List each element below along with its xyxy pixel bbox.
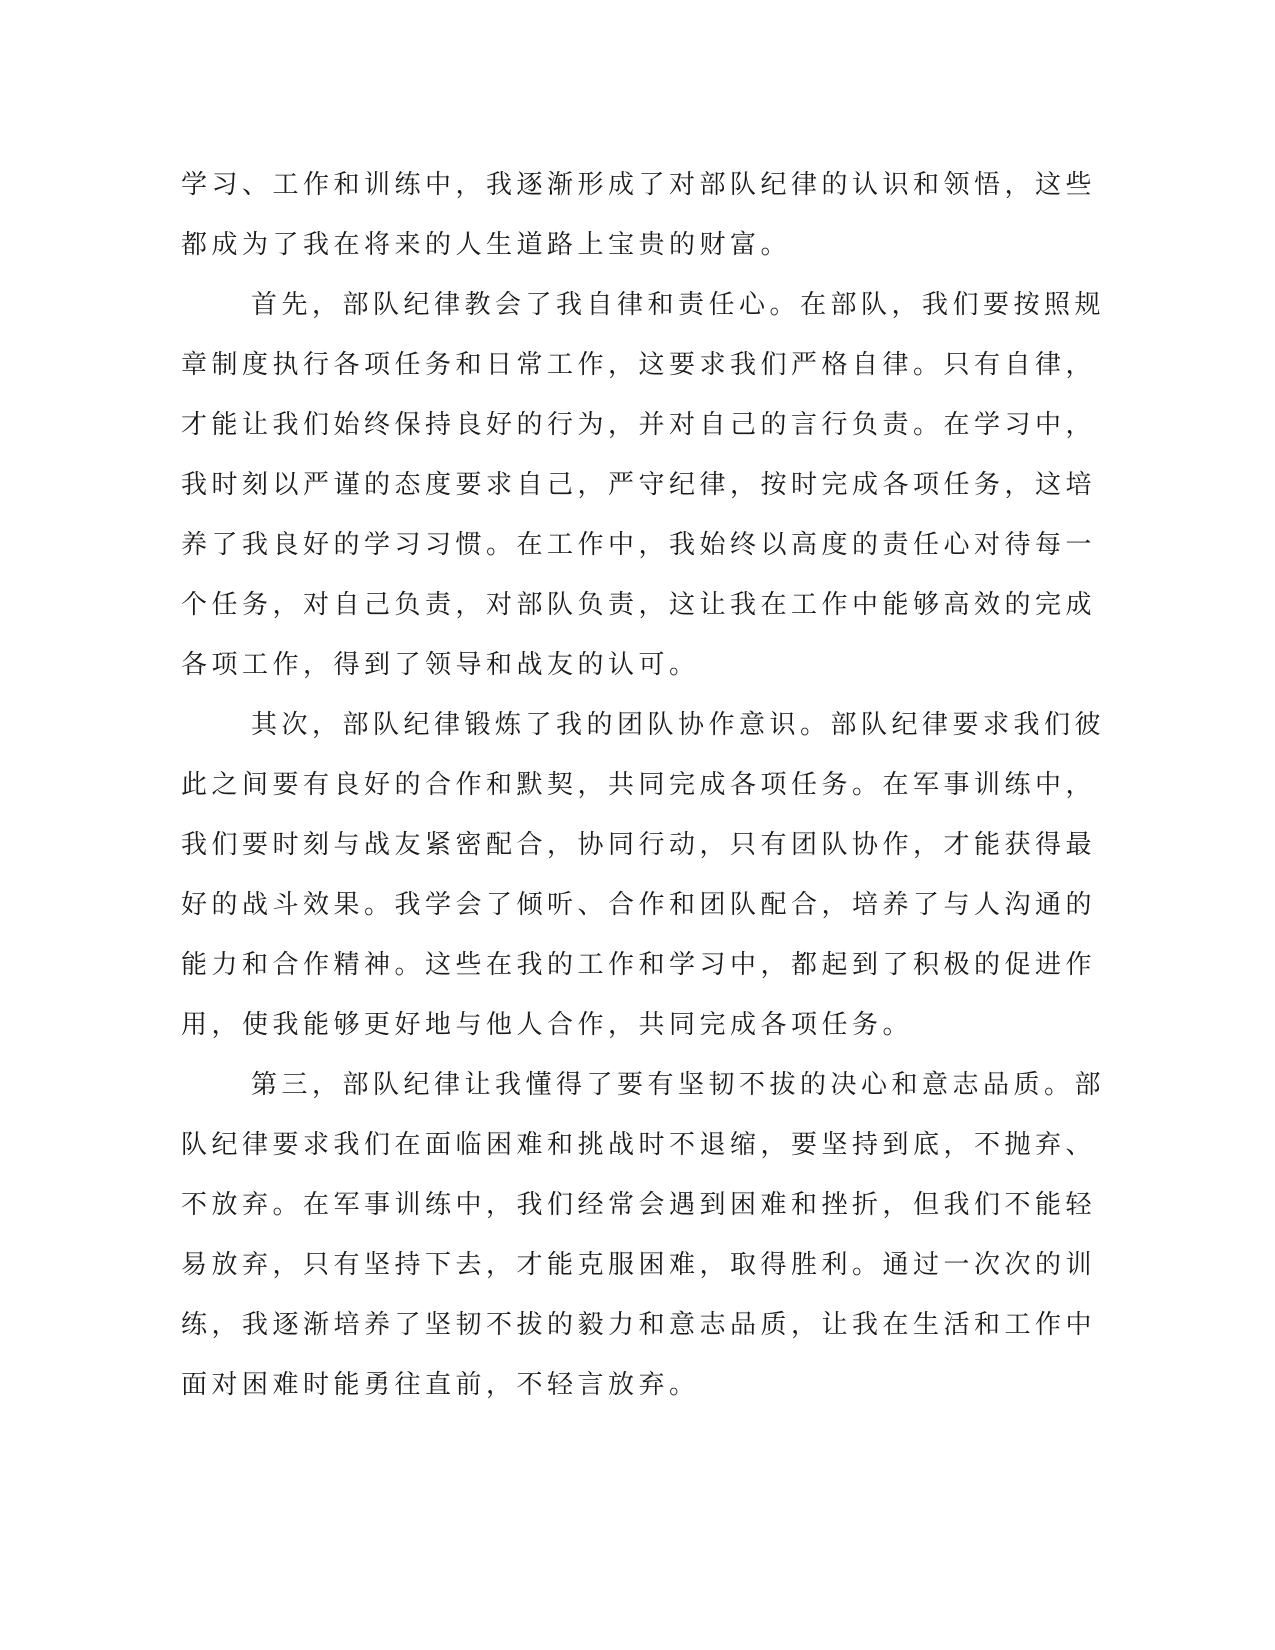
text-line: 练，我逐渐培养了坚韧不拔的毅力和意志品质，让我在生活和工作中 <box>181 1310 1097 1340</box>
text-line: 面对困难时能勇往直前，不轻言放弃。 <box>181 1370 700 1400</box>
paragraph-self-discipline <box>181 275 1106 695</box>
text-line: 我时刻以严谨的态度要求自己，严守纪律，按时完成各项任务，这培 <box>181 470 1097 500</box>
text-line: 能力和合作精神。这些在我的工作和学习中，都起到了积极的促进作 <box>181 950 1097 980</box>
paragraph-teamwork <box>181 695 1106 1055</box>
document-body <box>181 155 1106 1415</box>
text-line: 个任务，对自己负责，对部队负责，这让我在工作中能够高效的完成 <box>181 590 1097 620</box>
paragraph-perseverance <box>181 1055 1106 1415</box>
text-line: 才能让我们始终保持良好的行为，并对自己的言行负责。在学习中， <box>181 410 1097 440</box>
text-line: 易放弃，只有坚持下去，才能克服困难，取得胜利。通过一次次的训 <box>181 1250 1097 1280</box>
text-line: 养了我良好的学习习惯。在工作中，我始终以高度的责任心对待每一 <box>181 530 1097 560</box>
text-line: 好的战斗效果。我学会了倾听、合作和团队配合，培养了与人沟通的 <box>181 890 1097 920</box>
text-line: 学习、工作和训练中，我逐渐形成了对部队纪律的认识和领悟，这些 <box>181 170 1097 200</box>
text-line: 第三，部队纪律让我懂得了要有坚韧不拔的决心和意志品质。部 <box>251 1070 1106 1100</box>
text-line: 不放弃。在军事训练中，我们经常会遇到困难和挫折，但我们不能轻 <box>181 1190 1097 1220</box>
text-line: 章制度执行各项任务和日常工作，这要求我们严格自律。只有自律， <box>181 350 1097 380</box>
text-line: 我们要时刻与战友紧密配合，协同行动，只有团队协作，才能获得最 <box>181 830 1097 860</box>
text-line: 队纪律要求我们在面临困难和挑战时不退缩，要坚持到底，不抛弃、 <box>181 1130 1097 1160</box>
text-line: 首先，部队纪律教会了我自律和责任心。在部队，我们要按照规 <box>251 290 1106 320</box>
text-line: 用，使我能够更好地与他人合作，共同完成各项任务。 <box>181 1010 914 1040</box>
text-line: 其次，部队纪律锻炼了我的团队协作意识。部队纪律要求我们彼 <box>251 710 1106 740</box>
paragraph-intro-continuation <box>181 155 1097 275</box>
text-line: 此之间要有良好的合作和默契，共同完成各项任务。在军事训练中， <box>181 770 1097 800</box>
text-line: 都成为了我在将来的人生道路上宝贵的财富。 <box>181 230 792 260</box>
text-line: 各项工作，得到了领导和战友的认可。 <box>181 650 700 680</box>
